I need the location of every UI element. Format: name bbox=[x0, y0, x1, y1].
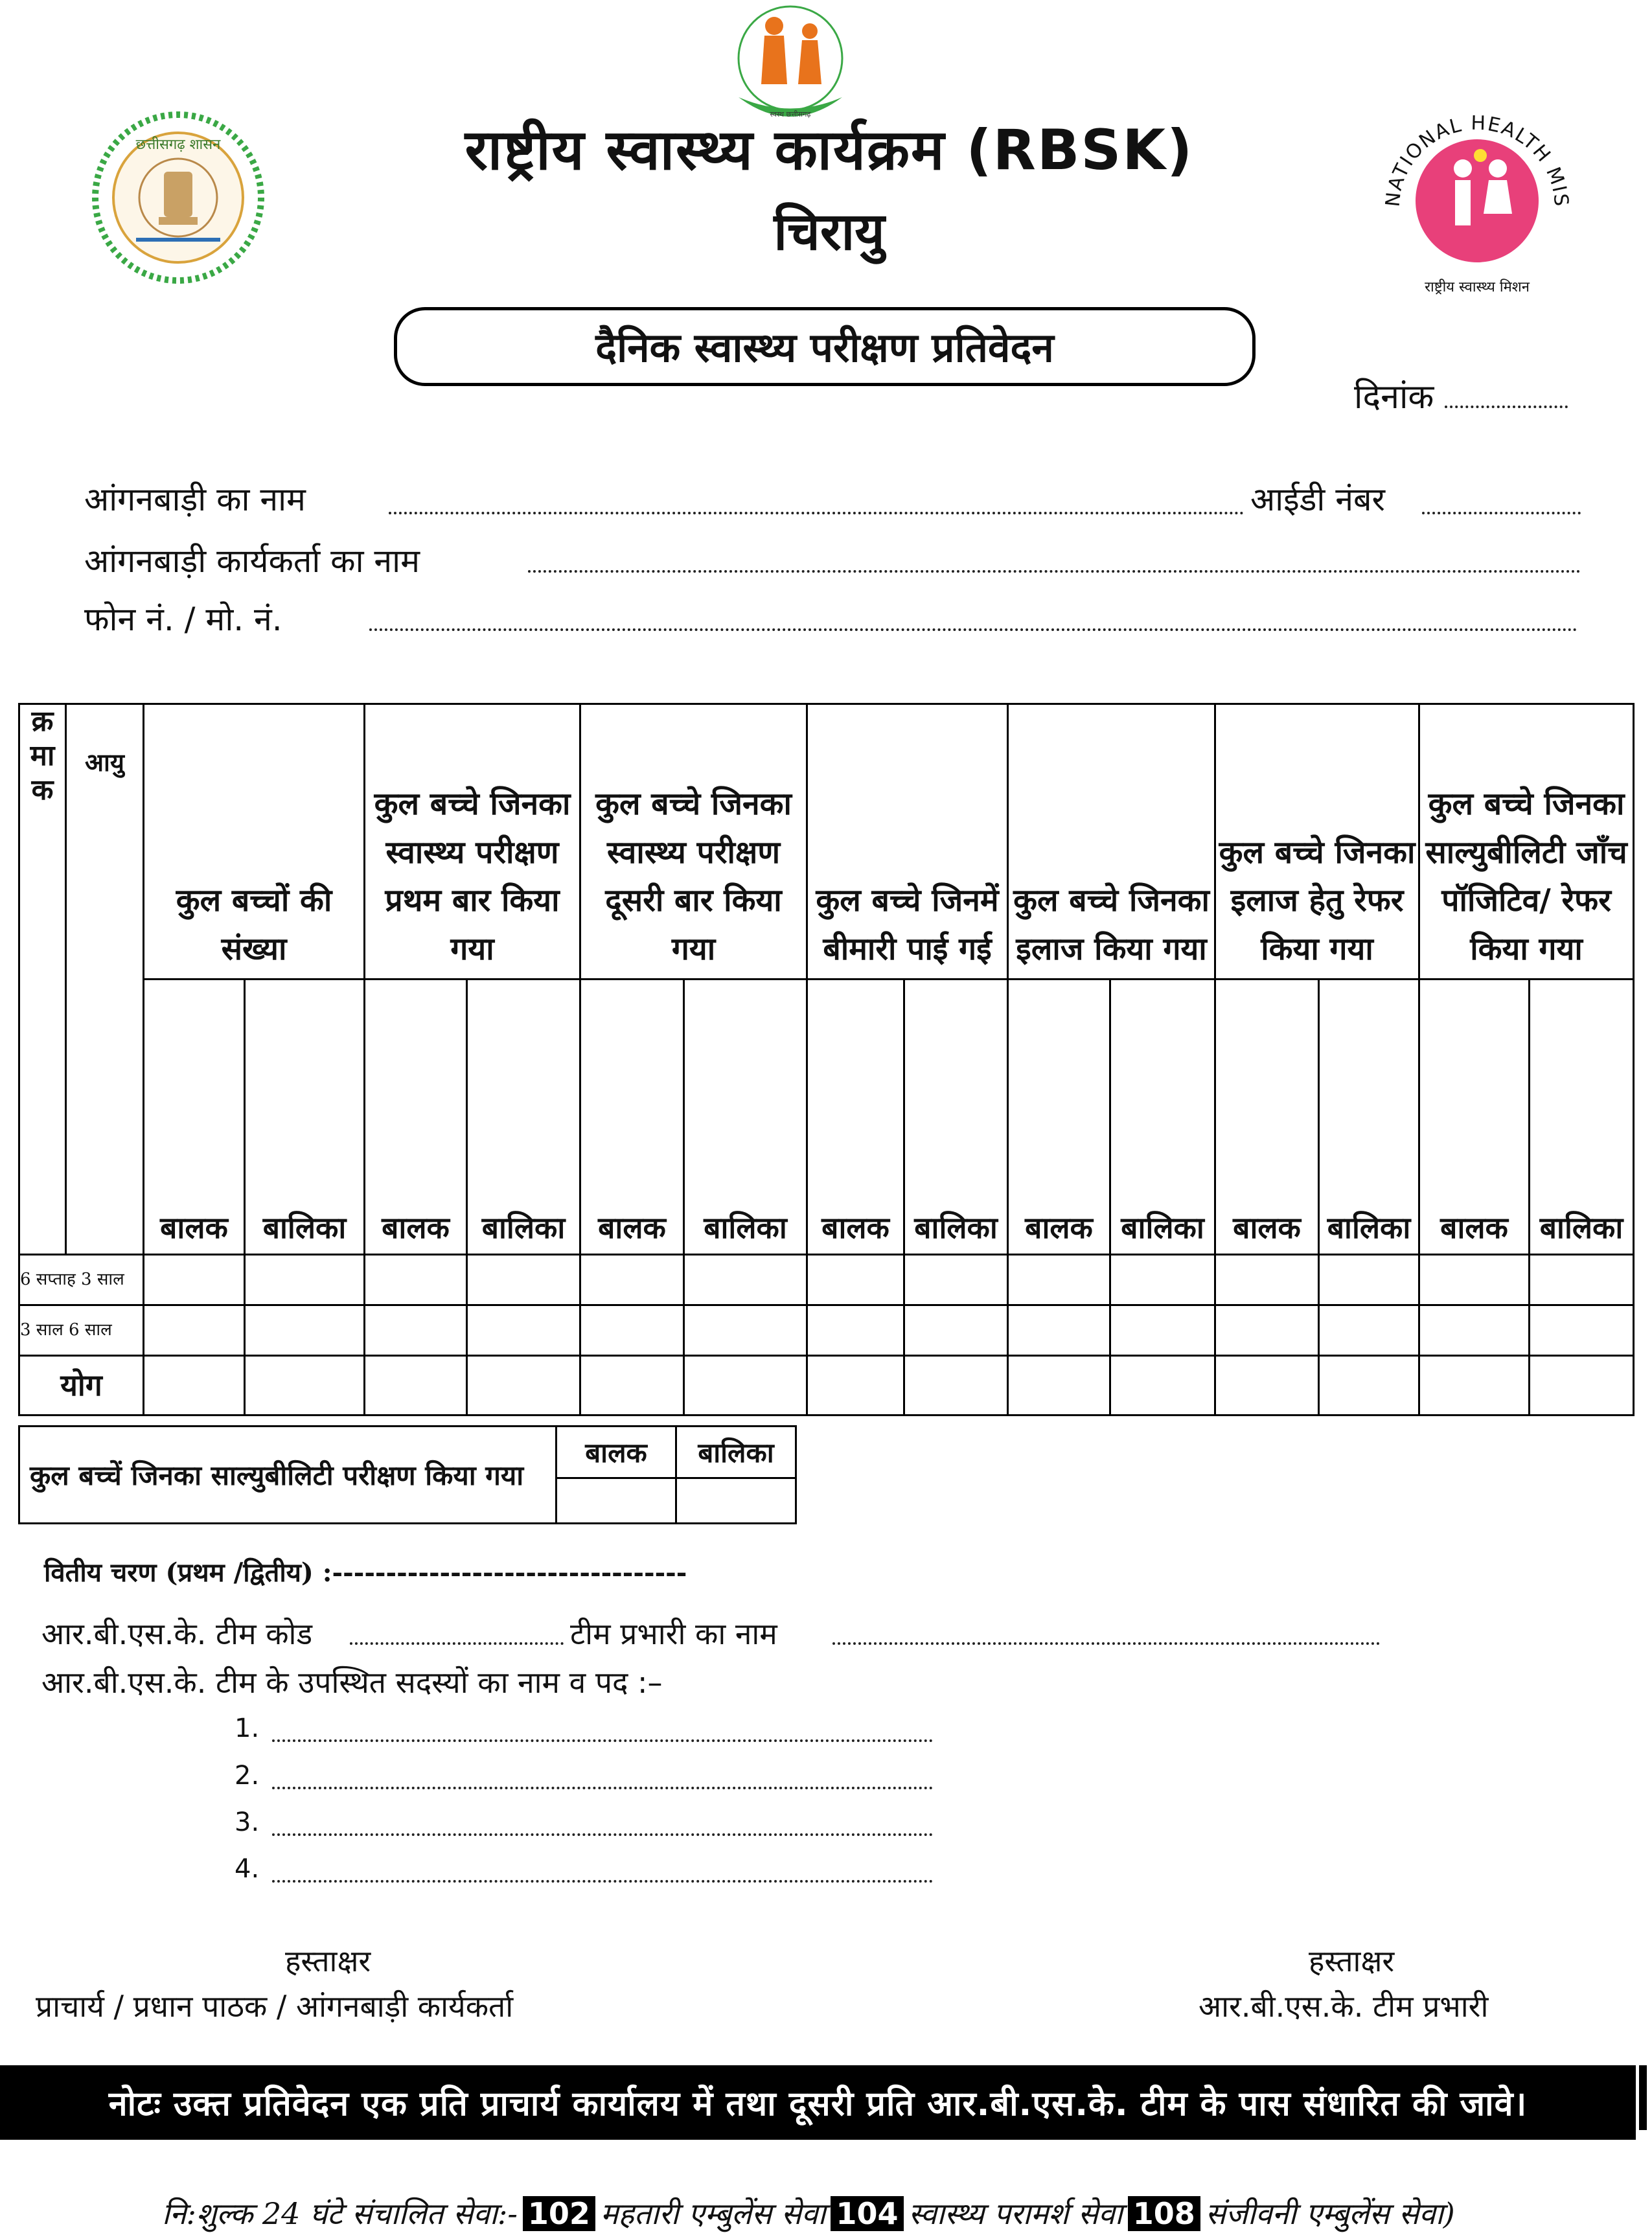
table-row bbox=[19, 1356, 1634, 1416]
data-cell[interactable] bbox=[1110, 1255, 1215, 1305]
boy-header: बालक bbox=[1008, 980, 1110, 1255]
id-number-label: आईडी नंबर bbox=[1250, 481, 1385, 518]
service-104-label: स्वास्थ्य परामर्श सेवा bbox=[908, 2196, 1123, 2231]
data-cell[interactable] bbox=[1008, 1356, 1110, 1416]
team-members-label: आर.बी.एस.के. टीम के उपस्थित सदस्यों का नाम व पद :– bbox=[41, 1665, 663, 1700]
girl-header: बालिका bbox=[467, 980, 580, 1255]
data-cell[interactable] bbox=[1008, 1305, 1110, 1356]
phone-label: फोन नं. / मो. नं. bbox=[84, 601, 282, 638]
footer-services bbox=[162, 2193, 1455, 2233]
col-header-referred: कुल बच्चे जिनका इलाज हेतु रेफर किया गया bbox=[1215, 704, 1419, 980]
nhm-arc-text: NATIONAL HEALTH MIS bbox=[1381, 111, 1573, 209]
health-report-table bbox=[18, 703, 1635, 1416]
boy-header: बालक bbox=[807, 980, 904, 1255]
col-header-second-exam: कुल बच्चे जिनका स्वास्थ्य परीक्षण दूसरी बार किया गया bbox=[580, 704, 807, 980]
date-field[interactable] bbox=[1354, 372, 1568, 418]
note-edge-mark bbox=[1639, 2065, 1647, 2130]
health-104-number: 104 bbox=[831, 2196, 903, 2231]
data-cell[interactable] bbox=[684, 1356, 807, 1416]
page-subtitle: चिरायु bbox=[774, 201, 885, 262]
boy-header: बालक bbox=[365, 980, 467, 1255]
data-cell[interactable] bbox=[1008, 1255, 1110, 1305]
age-row-label: 3 साल 6 साल bbox=[19, 1305, 144, 1356]
left-signature-role: प्राचार्य / प्रधान पाठक / आंगनबाड़ी कार्यकर्ता bbox=[36, 1989, 514, 2024]
service-102-label: महतारी एम्बुलेंस सेवा bbox=[600, 2196, 826, 2231]
age-row-label: 6 सप्ताह 3 साल bbox=[19, 1255, 144, 1305]
col-header-first-exam: कुल बच्चे जिनका स्वास्थ्य परीक्षण प्रथम बार किया गया bbox=[365, 704, 580, 980]
data-cell[interactable] bbox=[365, 1305, 467, 1356]
team-code-label: आर.बी.एस.के. टीम कोड bbox=[41, 1616, 313, 1651]
data-cell[interactable] bbox=[1110, 1356, 1215, 1416]
worker-name-input[interactable] bbox=[528, 570, 1581, 573]
data-cell[interactable] bbox=[807, 1356, 904, 1416]
data-cell[interactable] bbox=[467, 1305, 580, 1356]
salubrity-boy-cell[interactable] bbox=[556, 1478, 676, 1524]
total-row-label: योग bbox=[19, 1356, 144, 1416]
data-cell[interactable] bbox=[580, 1356, 684, 1416]
right-signature-role: आर.बी.एस.के. टीम प्रभारी bbox=[1199, 1989, 1489, 2024]
col-header-disease: कुल बच्चे जिनमें बीमारी पाई गई bbox=[807, 704, 1008, 980]
data-cell[interactable] bbox=[1319, 1305, 1419, 1356]
id-number-input[interactable] bbox=[1422, 512, 1581, 514]
member-input[interactable] bbox=[272, 1739, 933, 1742]
report-title: दैनिक स्वास्थ्य परीक्षण प्रतिवेदन bbox=[394, 307, 1256, 386]
data-cell[interactable] bbox=[144, 1255, 245, 1305]
table-row bbox=[19, 1305, 1634, 1356]
boy-header: बालक bbox=[580, 980, 684, 1255]
salubrity-table bbox=[18, 1425, 797, 1524]
team-incharge-input[interactable] bbox=[832, 1642, 1380, 1645]
team-incharge-label: टीम प्रभारी का नाम bbox=[570, 1616, 777, 1651]
footer-prefix: नि:शुल्क 24 घंटे संचालित सेवा:- bbox=[162, 2196, 518, 2231]
salubrity-label: कुल बच्चें जिनका साल्युबीलिटी परीक्षण किया गया bbox=[19, 1427, 556, 1524]
service-108-label: संजीवनी एम्बुलेंस सेवा) bbox=[1205, 2196, 1455, 2231]
col-header-salubrity: कुल बच्चे जिनका साल्युबीलिटी जाँच पॉजिटिव/ रेफर किया गया bbox=[1419, 704, 1634, 980]
col-header-total: कुल बच्चों की संख्या bbox=[144, 704, 365, 980]
data-cell[interactable] bbox=[1530, 1255, 1634, 1305]
ambulance-102-number: 102 bbox=[523, 2196, 595, 2231]
girl-header: बालिका bbox=[904, 980, 1008, 1255]
col-header-treated: कुल बच्चे जिनका इलाज किया गया bbox=[1008, 704, 1215, 980]
data-cell[interactable] bbox=[467, 1356, 580, 1416]
team-code-input[interactable] bbox=[350, 1642, 564, 1645]
boy-header: बालक bbox=[1419, 980, 1530, 1255]
member-number: 1. bbox=[235, 1714, 260, 1743]
age-header: आयु bbox=[66, 704, 144, 1255]
nhm-subtext: राष्ट्रीय स्वास्थ्य मिशन bbox=[1425, 279, 1530, 295]
page-title: राष्ट्रीय स्वास्थ्य कार्यक्रम (RBSK) bbox=[465, 118, 1194, 183]
date-label: दिनांक bbox=[1354, 378, 1434, 417]
nhm-logo bbox=[1373, 104, 1581, 298]
data-cell[interactable] bbox=[144, 1356, 245, 1416]
data-cell[interactable] bbox=[684, 1305, 807, 1356]
data-cell[interactable] bbox=[684, 1255, 807, 1305]
left-logo-text: छत्तीसगढ़ शासन bbox=[135, 137, 221, 153]
girl-header: बालिका bbox=[1530, 980, 1634, 1255]
data-cell[interactable] bbox=[245, 1305, 365, 1356]
ambulance-108-number: 108 bbox=[1128, 2196, 1200, 2231]
left-signature-label: हस्ताक्षर bbox=[285, 1943, 371, 1978]
data-cell[interactable] bbox=[1319, 1255, 1419, 1305]
data-cell[interactable] bbox=[1215, 1356, 1319, 1416]
data-cell[interactable] bbox=[1530, 1305, 1634, 1356]
member-input[interactable] bbox=[272, 1787, 933, 1789]
data-cell[interactable] bbox=[904, 1356, 1008, 1416]
girl-header: बालिका bbox=[245, 980, 365, 1255]
phase-label: वितीय चरण (प्रथम /द्वितीय) :--------------------------------- bbox=[44, 1557, 687, 1588]
right-signature-label: हस्ताक्षर bbox=[1309, 1943, 1395, 1978]
salubrity-boy-header: बालक bbox=[556, 1427, 676, 1478]
anganwadi-name-label: आंगनबाड़ी का नाम bbox=[84, 481, 306, 518]
data-cell[interactable] bbox=[580, 1305, 684, 1356]
data-cell[interactable] bbox=[1319, 1356, 1419, 1416]
serial-header: क्र मा क bbox=[19, 704, 66, 1255]
data-cell[interactable] bbox=[1215, 1305, 1319, 1356]
salubrity-girl-cell[interactable] bbox=[676, 1478, 796, 1524]
boy-header: बालक bbox=[1215, 980, 1319, 1255]
anganwadi-name-input[interactable] bbox=[389, 512, 1244, 514]
data-cell[interactable] bbox=[144, 1305, 245, 1356]
data-cell[interactable] bbox=[1419, 1356, 1530, 1416]
data-cell[interactable] bbox=[245, 1356, 365, 1416]
data-cell[interactable] bbox=[245, 1255, 365, 1305]
note-banner: नोटः उक्त प्रतिवेदन एक प्रति प्राचार्य कार्यालय में तथा दूसरी प्रति आर.बी.एस.के. टीम के पास संधारित की जावे। bbox=[0, 2065, 1636, 2140]
table-row bbox=[19, 1255, 1634, 1305]
data-cell[interactable] bbox=[904, 1305, 1008, 1356]
member-number: 4. bbox=[235, 1854, 260, 1884]
salubrity-girl-header: बालिका bbox=[676, 1427, 796, 1478]
chhattisgarh-govt-logo bbox=[91, 110, 266, 285]
phone-input[interactable] bbox=[369, 628, 1577, 631]
data-cell[interactable] bbox=[904, 1255, 1008, 1305]
top-logo-text: स्वस्थ छत्तीसगढ़ bbox=[770, 110, 811, 119]
data-cell[interactable] bbox=[807, 1255, 904, 1305]
member-number: 3. bbox=[235, 1807, 260, 1837]
member-input[interactable] bbox=[272, 1833, 933, 1836]
boy-header: बालक bbox=[144, 980, 245, 1255]
data-cell[interactable] bbox=[1419, 1255, 1530, 1305]
girl-header: बालिका bbox=[684, 980, 807, 1255]
member-number: 2. bbox=[235, 1761, 260, 1791]
data-cell[interactable] bbox=[467, 1255, 580, 1305]
data-cell[interactable] bbox=[1110, 1305, 1215, 1356]
data-cell[interactable] bbox=[365, 1255, 467, 1305]
member-input[interactable] bbox=[272, 1880, 933, 1883]
girl-header: बालिका bbox=[1319, 980, 1419, 1255]
data-cell[interactable] bbox=[580, 1255, 684, 1305]
data-cell[interactable] bbox=[365, 1356, 467, 1416]
data-cell[interactable] bbox=[1215, 1255, 1319, 1305]
data-cell[interactable] bbox=[1530, 1356, 1634, 1416]
data-cell[interactable] bbox=[1419, 1305, 1530, 1356]
worker-name-label: आंगनबाड़ी कार्यकर्ता का नाम bbox=[84, 542, 420, 580]
data-cell[interactable] bbox=[807, 1305, 904, 1356]
girl-header: बालिका bbox=[1110, 980, 1215, 1255]
